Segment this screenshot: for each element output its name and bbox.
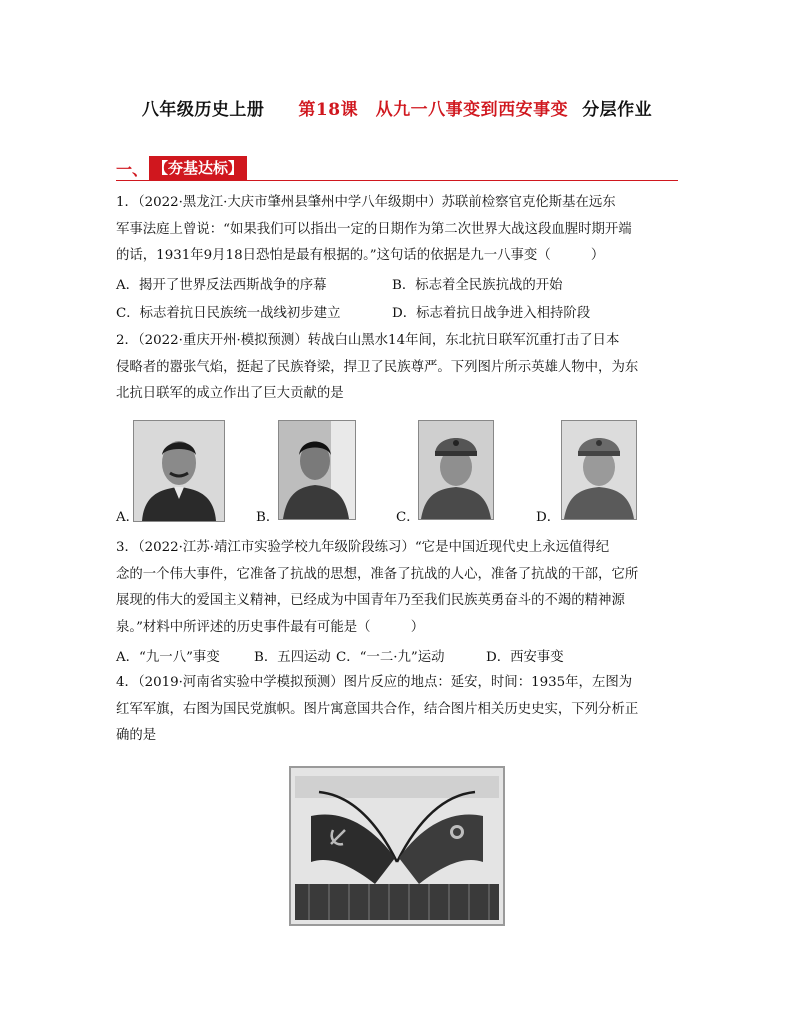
text-line: 北抗日联军的成立作出了巨大贡献的是: [116, 386, 344, 401]
text-line: 展现的伟大的爱国主义精神，已经成为中国青年乃至我们民族英勇奋斗的不竭的精神源: [116, 593, 625, 608]
q1-option-d: D．标志着抗日战争进入相持阶段: [392, 306, 591, 321]
section-heading: [116, 158, 247, 180]
text-line: 的话，1931年9月18日恐怕是最有根据的。”这句话的依据是九一八事变（ ）: [116, 248, 605, 263]
title-lesson: 第18课 从九一八事变到西安事变: [298, 100, 569, 120]
text-line: 2．（2022·重庆开州·模拟预测）转战白山黑水14年间，东北抗日联军沉重打击了日本: [116, 333, 620, 348]
text-line: 军事法庭上曾说：“如果我们可以指出一定的日期作为第二次世界大战这段血腥时期开端: [116, 221, 632, 237]
q3-option-c: C．“一二·九”运动: [336, 650, 445, 665]
q2-label-a: A．: [116, 510, 140, 525]
section-number: 一、: [116, 160, 149, 179]
text-line: 泉。”材料中所评述的历史事件最有可能是（ ）: [116, 619, 425, 635]
q2-label-c: C．: [396, 510, 420, 525]
portrait-photo-c: [418, 420, 494, 520]
title-grade: 八年级历史上册: [141, 100, 265, 120]
text-line: 红军军旗，右图为国民党旗帜。图片寓意国共合作，结合图片相关历史史实，下列分析正: [116, 701, 639, 717]
title-suffix: 分层作业: [582, 100, 653, 120]
q3-option-d: D．西安事变: [486, 650, 564, 665]
portrait-c-image: [419, 421, 493, 519]
q3-option-a: A．“九一八”事变: [116, 650, 220, 665]
section-label-badge: 【夯基达标】: [149, 156, 247, 180]
portrait-photo-b: [278, 420, 356, 520]
q1-option-c: C．标志着抗日民族统一战线初步建立: [116, 306, 341, 321]
text-line: 确的是: [116, 728, 157, 743]
portrait-a-image: [134, 421, 224, 521]
q2-label-b: B．: [256, 510, 280, 525]
question-4-stem: [116, 670, 686, 750]
portrait-photo-d: [561, 420, 637, 520]
text-line: 3．（2022·江苏·靖江市实验学校九年级阶段练习）“它是中国近现代史上永远值得纪: [116, 540, 610, 555]
text-line: 4．（2019·河南省实验中学模拟预测）图片反应的地点：延安，时间：1935年，左图为: [116, 675, 633, 690]
portrait-d-image: [562, 421, 636, 519]
q2-label-d: D．: [536, 510, 561, 525]
question-3-stem: [116, 535, 686, 641]
q1-option-a: A．揭开了世界反法西斯战争的序幕: [116, 278, 327, 293]
q3-option-b: B．五四运动: [254, 650, 331, 665]
section-divider: [116, 180, 678, 181]
question-1-stem: [116, 190, 686, 270]
portrait-photo-a: [133, 420, 225, 522]
crossed-flags-image: [289, 766, 505, 926]
text-line: 念的一个伟大事件，它准备了抗战的思想，准备了抗战的人心，准备了抗战的干部，它所: [116, 566, 639, 582]
page-title: [0, 95, 794, 120]
portrait-b-image: [279, 421, 355, 519]
text-line: 侵略者的嚣张气焰，挺起了民族脊梁，捍卫了民族尊严。下列图片所示英雄人物中，为东: [116, 359, 639, 375]
question-2-stem: [116, 328, 686, 408]
crossed-flags-photo: [289, 766, 505, 926]
text-line: 1．（2022·黑龙江·大庆市肇州县肇州中学八年级期中）苏联前检察官克伦斯基在远东: [116, 195, 616, 210]
q1-option-b: B．标志着全民族抗战的开始: [392, 278, 563, 293]
